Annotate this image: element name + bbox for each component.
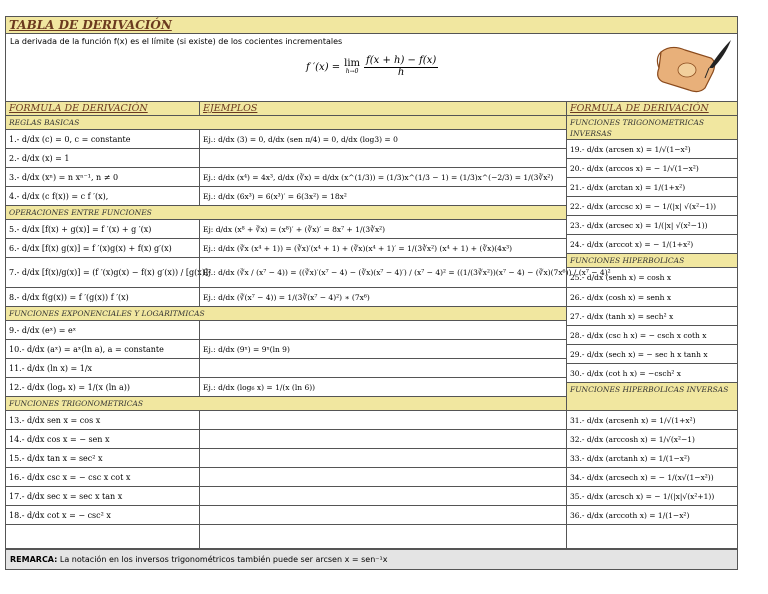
formula-cell: 17.- d/dx sec x = sec x tan x [6, 487, 199, 506]
formula-cell: 16.- d/dx csc x = − csc x cot x [6, 468, 199, 487]
formula-cell-right: 28.- d/dx (csc h x) = − csch x coth x [566, 326, 737, 345]
remark-label: REMARCA: [10, 555, 58, 564]
section-header-right: FUNCIONES HIPERBOLICAS [566, 254, 737, 268]
header-examples: EJEMPLOS [199, 102, 566, 116]
limit-lhs: f ′(x) = [306, 61, 341, 73]
example-cell: Ej.: d/dx (log₆ x) = 1/(x (ln 6)) [199, 378, 566, 397]
remark-bar [6, 549, 737, 569]
formula-cell-right: 25.- d/dx (senh x) = cosh x [566, 268, 737, 288]
formula-cell: 11.- d/dx (ln x) = 1/x [6, 359, 199, 378]
example-cell: Ej.: d/dx (9ˣ) = 9ˣ(ln 9) [199, 340, 566, 359]
formula-cell-right: 33.- d/dx (arctanh x) = 1/(1−x²) [566, 449, 737, 468]
formula-cell: 5.- d/dx [f(x) + g(x)] = f ′(x) + g ′(x) [6, 220, 199, 239]
example-cell: Ej.: d/dx (6x³) = 6(x³)′ = 6(3x²) = 18x² [199, 187, 566, 206]
example-cell: Ej: d/dx (x⁸ + ∛x) = (x⁸)′ + (∛x)′ = 8x⁷ + 1/(3∛x²) [199, 220, 566, 239]
section-header-right: FUNCIONES HIPERBOLICAS INVERSAS [566, 383, 737, 411]
example-cell-empty [199, 525, 566, 549]
formula-cell: 1.- d/dx (c) = 0, c = constante [6, 130, 199, 149]
formula-cell-right: 23.- d/dx (arcsec x) = 1/(|x| √(x²−1)) [566, 216, 737, 235]
limit-operator [344, 59, 360, 75]
formula-cell: 15.- d/dx tan x = sec² x [6, 449, 199, 468]
example-cell: Ej.: d/dx (x⁴) = 4x³, d/dx (∛x) = d/dx (x^(1/3)) = (1/3)x^(1/3 − 1) = (1/3)x^(−2/3) = 1/(3∛x²) [199, 168, 566, 187]
limit-denominator: h [397, 66, 405, 78]
example-cell: Ej.: d/dx (3) = 0, d/dx (sen π/4) = 0, d/dx (log3) = 0 [199, 130, 566, 149]
limit-definition [306, 56, 438, 78]
formula-cell-right: 30.- d/dx (cot h x) = −csch² x [566, 364, 737, 383]
formula-cell: 12.- d/dx (logₐ x) = 1/(x (ln a)) [6, 378, 199, 397]
header-formula-left: FORMULA DE DERIVACIÓN [6, 102, 199, 116]
scroll-quill-icon [651, 38, 733, 96]
section-header-left: REGLAS BASICAS [6, 116, 566, 130]
example-cell: Ej.: d/dx (∛(x⁷ − 4)) = 1/(3∛(x⁷ − 4)²) ∗ (7x⁶) [199, 288, 566, 307]
formula-cell: 8.- d/dx f(g(x)) = f ′(g(x)) f ′(x) [6, 288, 199, 307]
example-cell [199, 506, 566, 525]
formula-cell: 7.- d/dx [f(x)/g(x)] = (f ′(x)g(x) − f(x) g′(x)) / [g(x)]² [6, 258, 199, 288]
example-cell [199, 487, 566, 506]
example-cell [199, 359, 566, 378]
formula-cell: 13.- d/dx sen x = cos x [6, 411, 199, 430]
example-cell: Ej.: d/dx (∛x / (x⁷ − 4)) = ((∛x)′(x⁷ − 4) − (∛x)(x⁷ − 4)′) / (x⁷ − 4)² = ((1/(3∛x²))(x⁷ − 4) − (∛x)(7x⁶)) / (x⁷ − 4)² [199, 258, 566, 288]
formula-cell-right: 20.- d/dx (arccos x) = − 1/√(1−x²) [566, 159, 737, 178]
formula-cell: 10.- d/dx (aˣ) = aˣ(ln a), a = constante [6, 340, 199, 359]
example-cell [199, 468, 566, 487]
formula-cell-right: 22.- d/dx (arccsc x) = − 1/(|x| √(x²−1)) [566, 197, 737, 216]
formula-cell-right-empty [566, 525, 737, 549]
formula-cell-right: 29.- d/dx (sech x) = − sec h x tanh x [566, 345, 737, 364]
intro-text: La derivada de la función f(x) es el límite (si existe) de los cocientes incrementales [10, 37, 343, 46]
section-header-left: FUNCIONES EXPONENCIALES Y LOGARITMICAS [6, 307, 566, 321]
page-title: TABLA DE DERIVACIÓN [6, 17, 737, 34]
formula-cell: 2.- d/dx (x) = 1 [6, 149, 199, 168]
formula-cell: 18.- d/dx cot x = − csc² x [6, 506, 199, 525]
formula-cell-empty [6, 525, 199, 549]
formula-cell-right: 32.- d/dx (arccosh x) = 1/√(x²−1) [566, 430, 737, 449]
formula-cell-right: 34.- d/dx (arcsech x) = − 1/(x√(1−x²)) [566, 468, 737, 487]
formula-cell: 14.- d/dx cos x = − sen x [6, 430, 199, 449]
remark-text: La notación en los inversos trigonométricos también puede ser arcsen x = sen⁻¹x [57, 555, 388, 564]
formula-cell-right: 24.- d/dx (arccot x) = − 1/(1+x²) [566, 235, 737, 254]
formula-cell-right: 21.- d/dx (arctan x) = 1/(1+x²) [566, 178, 737, 197]
example-cell [199, 449, 566, 468]
section-header-left: FUNCIONES TRIGONOMETRICAS [6, 397, 566, 411]
formula-cell: 6.- d/dx [f(x) g(x)] = f ′(x)g(x) + f(x) g′(x) [6, 239, 199, 258]
formula-cell-right: 31.- d/dx (arcsenh x) = 1/√(1+x²) [566, 411, 737, 430]
formula-cell-right: 35.- d/dx (arcsch x) = − 1/(|x|√(x²+1)) [566, 487, 737, 506]
formula-cell: 4.- d/dx (c f(x)) = c f ′(x), [6, 187, 199, 206]
section-header-left: OPERACIONES ENTRE FUNCIONES [6, 206, 566, 220]
header-formula-right: FORMULA DE DERIVACIÓN [566, 102, 737, 116]
example-cell: Ej.: d/dx (∛x (x⁴ + 1)) = (∛x)′(x⁴ + 1) + (∛x)(x⁴ + 1)′ = 1/(3∛x²) (x⁴ + 1) + (∛x)(4x³) [199, 239, 566, 258]
example-cell [199, 149, 566, 168]
formula-cell: 3.- d/dx (xⁿ) = n xⁿ⁻¹, n ≠ 0 [6, 168, 199, 187]
example-cell [199, 411, 566, 430]
formula-cell-right: 27.- d/dx (tanh x) = sech² x [566, 307, 737, 326]
limit-fraction [364, 56, 438, 78]
derivation-table-sheet [5, 16, 738, 570]
limit-numerator: f(x + h) − f(x) [366, 55, 437, 66]
example-cell [199, 321, 566, 340]
formula-cell-right: 26.- d/dx (cosh x) = senh x [566, 288, 737, 307]
formula-cell: 9.- d/dx (eˣ) = eˣ [6, 321, 199, 340]
example-cell [199, 430, 566, 449]
limit-label: lim [344, 58, 361, 69]
intro-block [6, 34, 737, 102]
section-header-right: FUNCIONES TRIGONOMETRICAS INVERSAS [566, 116, 737, 140]
limit-subscript: h→0 [345, 68, 359, 75]
formula-cell-right: 36.- d/dx (arccoth x) = 1/(1−x²) [566, 506, 737, 525]
formula-cell-right: 19.- d/dx (arcsen x) = 1/√(1−x²) [566, 140, 737, 159]
